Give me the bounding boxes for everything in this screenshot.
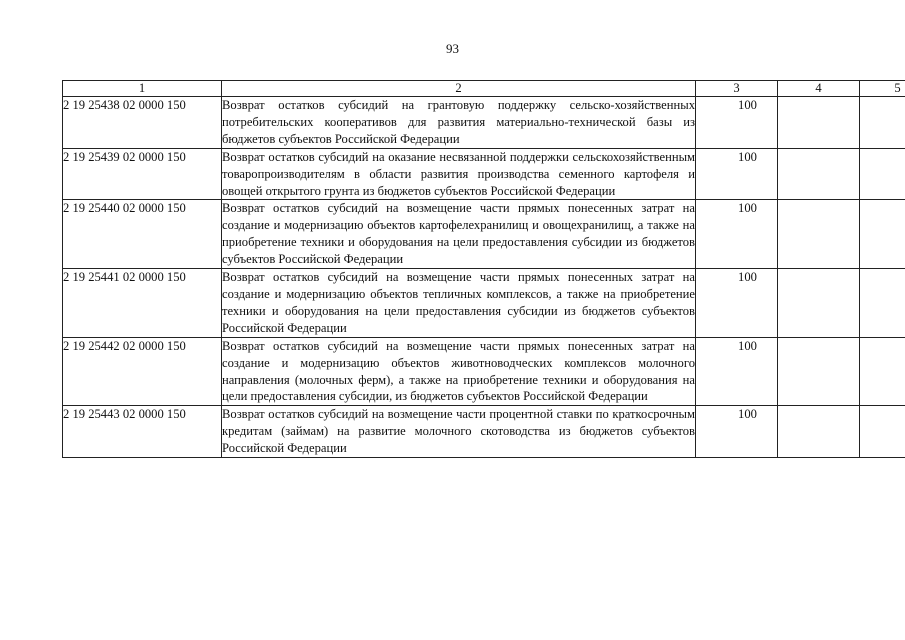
column-header-2: 2 bbox=[222, 81, 696, 97]
column-5-cell bbox=[860, 200, 905, 269]
description-cell: Возврат остатков субсидий на оказание несвязанной поддержки сельскохозяйственным товаропроизводителям в области развития производства семенного картофеля и овощей открытого грунта из бюджетов субъектов Российской Федерации bbox=[222, 148, 696, 200]
description-cell: Возврат остатков субсидий на возмещение части прямых понесенных затрат на создание и модернизацию объектов животноводческих комплексов молочного направления (молочных ферм), а также на приобретение техники и оборудования на цели предоставления субсидии, из бюджетов субъектов Российской Федерации bbox=[222, 337, 696, 406]
value-cell bbox=[696, 200, 778, 269]
value-text: 100 bbox=[738, 149, 757, 164]
column-header-5: 5 bbox=[860, 81, 905, 97]
table-row bbox=[63, 406, 905, 458]
budget-code-cell: 2 19 25439 02 0000 150 bbox=[63, 148, 222, 200]
column-header-3: 3 bbox=[696, 81, 778, 97]
table-row bbox=[63, 200, 905, 269]
column-4-cell bbox=[778, 200, 860, 269]
description-cell: Возврат остатков субсидий на возмещение части прямых понесенных затрат на создание и модернизацию объектов картофелехранилищ и овощехранилищ, а также на приобретение техники и оборудования на цели предоставления субсидии из бюджетов субъектов Российской Федерации bbox=[222, 200, 696, 269]
column-4-cell bbox=[778, 97, 860, 149]
table-header-row bbox=[63, 81, 905, 97]
column-4-cell bbox=[778, 148, 860, 200]
value-text: 100 bbox=[738, 338, 757, 353]
page-number: 93 bbox=[446, 41, 459, 56]
column-4-cell bbox=[778, 269, 860, 338]
column-header-1: 1 bbox=[63, 81, 222, 97]
column-5-cell bbox=[860, 148, 905, 200]
budget-code-cell: 2 19 25443 02 0000 150 bbox=[63, 406, 222, 458]
value-text: 100 bbox=[738, 270, 757, 285]
table-row bbox=[63, 97, 905, 149]
budget-code-cell: 2 19 25441 02 0000 150 bbox=[63, 269, 222, 338]
value-cell bbox=[696, 148, 778, 200]
description-cell: Возврат остатков субсидий на возмещение части процентной ставки по краткосрочным кредитам (займам) на развитие молочного скотоводства из бюджетов субъектов Российской Федерации bbox=[222, 406, 696, 458]
value-text: 100 bbox=[738, 201, 757, 216]
value-cell bbox=[696, 406, 778, 458]
budget-code-cell: 2 19 25440 02 0000 150 bbox=[63, 200, 222, 269]
column-4-cell bbox=[778, 406, 860, 458]
value-text: 100 bbox=[738, 98, 757, 112]
budget-classification-table bbox=[62, 80, 905, 458]
table-row bbox=[63, 148, 905, 200]
table-row bbox=[63, 337, 905, 406]
table-row bbox=[63, 269, 905, 338]
value-cell bbox=[696, 337, 778, 406]
budget-code-cell: 2 19 25442 02 0000 150 bbox=[63, 337, 222, 406]
column-5-cell bbox=[860, 337, 905, 406]
column-5-cell bbox=[860, 406, 905, 458]
value-text: 100 bbox=[738, 407, 757, 422]
column-4-cell bbox=[778, 337, 860, 406]
value-cell bbox=[696, 269, 778, 338]
value-cell bbox=[696, 97, 778, 149]
description-cell: Возврат остатков субсидий на грантовую поддержку сельско-хозяйственных потребительских кооперативов для развития материально-технической базы из бюджетов субъектов Российской Федерации bbox=[222, 97, 696, 149]
budget-code-cell: 2 19 25438 02 0000 150 bbox=[63, 97, 222, 149]
column-5-cell bbox=[860, 97, 905, 149]
column-5-cell bbox=[860, 269, 905, 338]
column-header-4: 4 bbox=[778, 81, 860, 97]
description-cell: Возврат остатков субсидий на возмещение части прямых понесенных затрат на создание и модернизацию объектов тепличных комплексов, а также на приобретение техники и оборудования на цели предоставления субсидии из бюджетов субъектов Российской Федерации bbox=[222, 269, 696, 338]
